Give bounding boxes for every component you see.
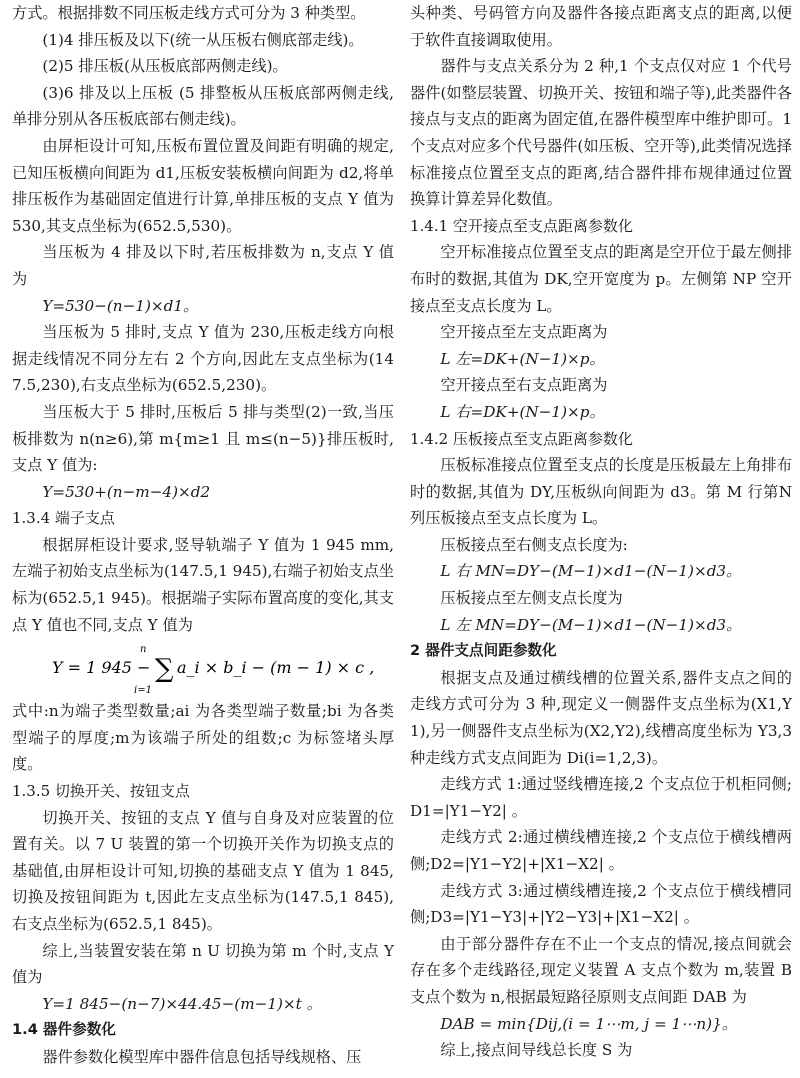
sigma-icon: ∑: [155, 654, 174, 685]
section-heading: 1.3.5 切换开关、按钮支点: [12, 782, 190, 801]
paragraph: 根据屏柜设计要求,竖导轨端子 Y 值为 1 945 mm,左端子初始支点坐标为(147.5,1 945),右端子初始支点坐标为(652.5,1 945)。根据端子实际布置高度的变化,其支点 Y 值也不同,支点 Y 值为: [12, 535, 394, 634]
summation-formula: [12, 640, 394, 698]
paragraph: 空开接点至左支点距离为: [440, 323, 608, 342]
formula: L 右=DK+(N−1)×p。: [440, 402, 605, 421]
paragraph: 当压板为 4 排及以下时,若压板排数为 n,支点 Y 值为: [12, 243, 394, 288]
paragraph: 由屏柜设计可知,压板布置位置及间距有明确的规定,已知压板横向间距为 d1,压板安装板横向间距为 d2,将单排压板作为基础固定值进行计算,单排压板的支点 Y 值为 530,其支点坐标为(652.5,530)。: [12, 136, 394, 235]
list-item: (3)6 排及以上压板 (5 排整板从压板底部两侧走线,单排分别从各压板底部右侧走线)。: [12, 83, 394, 129]
paragraph: 压板接点至右侧支点长度为:: [440, 535, 628, 554]
paragraph: 空开接点至右支点距离为: [440, 376, 608, 395]
sum-lower-limit: i=1: [134, 685, 152, 697]
left-column: [12, 0, 394, 1071]
formula: L 左 MN=DY−(M−1)×d1−(N−1)×d3。: [440, 615, 742, 634]
formula: DAB = min{Dij,(i = 1⋯m, j = 1⋯n)}。: [440, 1014, 737, 1033]
paragraph: 根据支点及通过横线槽的位置关系,器件支点之间的走线方式可分为 3 种,现定义一侧器件支点坐标为(X1,Y1),另一侧器件支点坐标为(X2,Y2),线槽高度坐标为 Y3,3 种走线方式支点间距为 Di(i=1,2,3)。: [410, 668, 792, 767]
paragraph: 由于部分器件存在不止一个支点的情况,接点间就会存在多个走线路径,现定义装置 A 支点个数为 m,装置 B 支点个数为 n,根据最短路径原则支点间距 DAB 为: [410, 934, 792, 1006]
sum-upper-limit: n: [140, 644, 147, 656]
paragraph: 器件与支点关系分为 2 种,1 个支点仅对应 1 个代号器件(如整层装置、切换开关、按钮和端子等),此类器件各接点与支点的距离为固定值,在器件模型库中维护即可。1 个支点对应多个代号器件(如压板、空开等),此类情况选择标准接点位置至支点的距离,结合器件排布规律通过位置换算计算差异化数值。: [410, 57, 792, 209]
paragraph: 切换开关、按钮的支点 Y 值与自身及对应装置的位置有关。以 7 U 装置的第一个切换开关作为切换支点的基础值,由屏柜设计可知,切换的基础支点 Y 值为 1 845,切换及按钮间距为 t,因此左支点坐标为(147.5,1 845),右支点坐标为(652.5,1 845)。: [12, 808, 394, 933]
paragraph: 综上,接点间导线总长度 S 为: [440, 1041, 633, 1060]
right-column: [410, 0, 792, 1064]
paragraph: 走线方式 2:通过横线槽连接,2 个支点位于横线槽两侧;D2=|Y1−Y2|+|X1−X2| 。: [410, 828, 792, 873]
section-heading: 1.4 器件参数化: [12, 1021, 116, 1039]
list-item: (1)4 排压板及以下(统一从压板右侧底部走线)。: [42, 30, 364, 49]
list-item: (2)5 排压板(从压板底部两侧走线)。: [42, 57, 288, 76]
formula: Y=530−(n−1)×d1。: [42, 296, 199, 315]
paragraph: 器件参数化模型库中器件信息包括导线规格、压: [42, 1047, 362, 1066]
formula: L 左=DK+(N−1)×p。: [440, 349, 605, 368]
section-heading: 1.4.1 空开接点至支点距离参数化: [410, 216, 633, 235]
paragraph: 空开标准接点位置至支点的距离是空开位于最左侧排布时的数据,其值为 DK,空开宽度为 p。左侧第 NP 空开接点至支点长度为 L。: [410, 243, 792, 315]
paragraph: 头种类、号码管方向及器件各接点距离支点的距离,以便于软件直接调取使用。: [410, 4, 792, 49]
formula: Y=1 845−(n−7)×44.45−(m−1)×t 。: [42, 994, 322, 1013]
section-heading: 1.3.4 端子支点: [12, 509, 115, 528]
paragraph: 压板接点至左侧支点长度为: [440, 589, 623, 608]
formula-suffix: a_i × b_i − (m − 1) × c ,: [177, 658, 375, 678]
paragraph: 式中:n为端子类型数量;ai 为各类型端子数量;bi 为各类型端子的厚度;m为该端子所处的组数;c 为标签堵头厚度。: [12, 702, 394, 774]
paragraph: 走线方式 1:通过竖线槽连接,2 个支点位于机柜同侧;D1=|Y1−Y2| 。: [410, 775, 792, 820]
paragraph: 当压板大于 5 排时,压板后 5 排与类型(2)一致,当压板排数为 n(n≥6),第 m{m≥1 且 m≤(n−5)}排压板时,支点 Y 值为:: [12, 402, 394, 475]
formula: L 右 MN=DY−(M−1)×d1−(N−1)×d3。: [440, 562, 742, 581]
paragraph: 方式。根据排数不同压板走线方式可分为 3 种类型。: [12, 4, 366, 22]
paragraph: 压板标准接点位置至支点的长度是压板最左上角排布时的数据,其值为 DY,压板纵向间距为 d3。第 M 行第N 列压板接点至支点长度为 L。: [410, 456, 792, 528]
paragraph: 当压板为 5 排时,支点 Y 值为 230,压板走线方向根据走线情况不同分左右 2 个方向,因此左支点坐标为(147.5,230),右支点坐标为(652.5,230)。: [12, 323, 394, 395]
section-heading: 2 器件支点间距参数化: [410, 642, 557, 660]
formula: Y=530+(n−m−4)×d2: [42, 482, 211, 501]
paragraph: 走线方式 3:通过横线槽连接,2 个支点位于横线槽同侧;D3=|Y1−Y3|+|Y2−Y3|+|X1−X2| 。: [410, 881, 792, 927]
paragraph: 综上,当装置安装在第 n U 切换为第 m 个时,支点 Y 值为: [12, 941, 394, 987]
formula-prefix: Y = 1 945 −: [52, 658, 151, 678]
section-heading: 1.4.2 压板接点至支点距离参数化: [410, 429, 633, 448]
summation-formula-graphic: [12, 640, 394, 698]
